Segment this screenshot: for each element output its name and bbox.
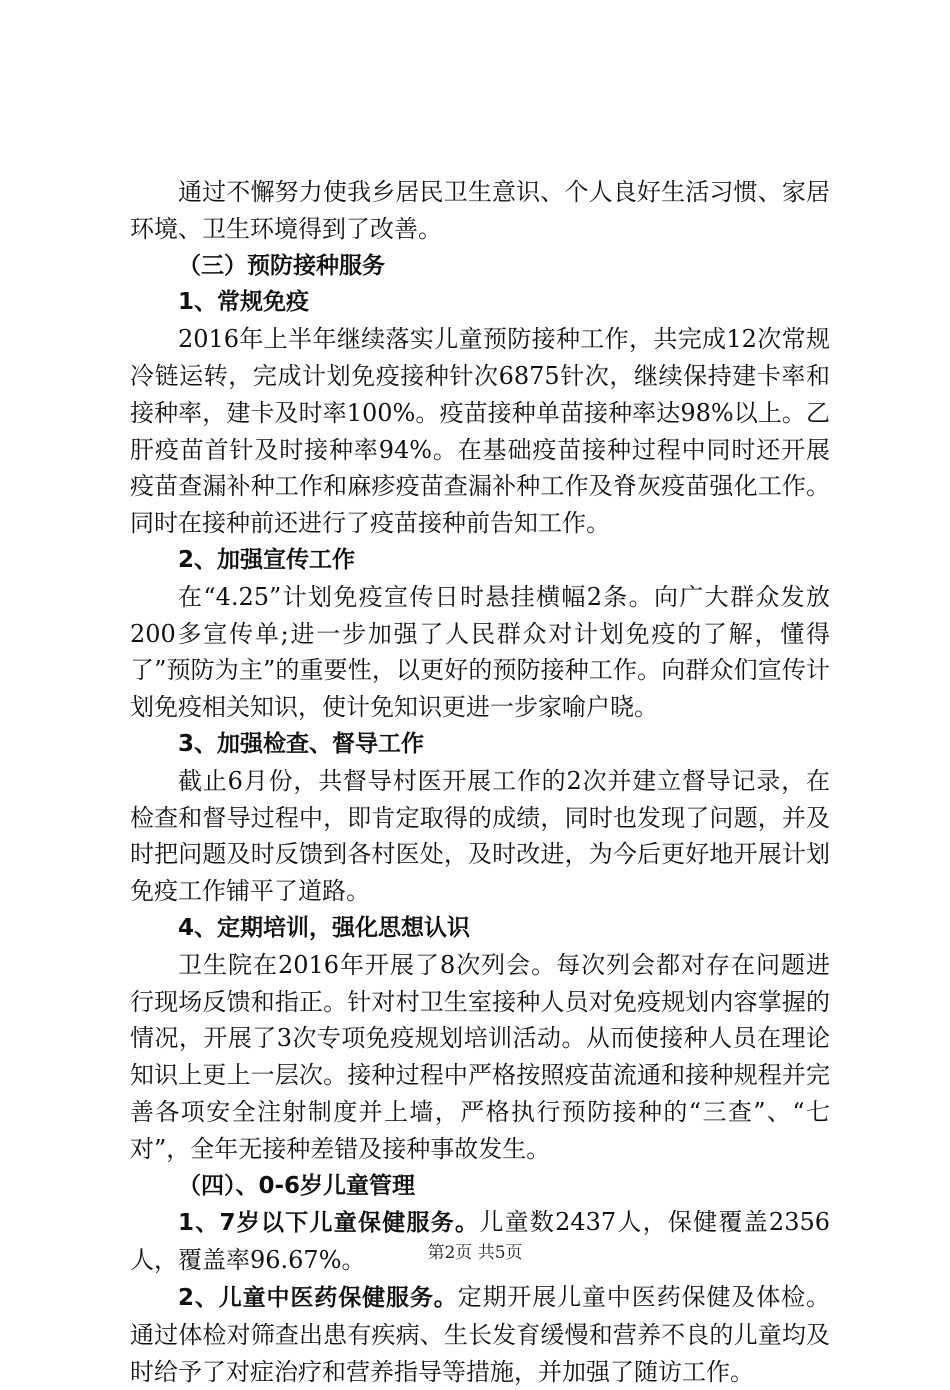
paragraph-text: 定期开展儿童中医药保健及体检。通过体检对筛查出患有疾病、生长发育缓慢和营养不良的儿童均及时给予了对症治疗和营养指导等措施，并加强了随访工作。: [130, 1282, 831, 1386]
paragraph-with-lead: [130, 1279, 830, 1390]
paragraph: 截止6月份，共督导村医开展工作的2次并建立督导记录，在检查和督导过程中，即肯定取得的成绩，同时也发现了问题，并及时把问题及时反馈到各村医处，及时改进，为今后更好地开展计划免疫工作铺平了道路。: [130, 766, 830, 906]
paragraph: 2016年上半年继续落实儿童预防接种工作，共完成12次常规冷链运转，完成计划免疫接种针次6875针次，继续保持建卡率和接种率，建卡及时率100%。疫苗接种单苗接种率达98%以上。乙肝疫苗首针及时接种率94%。在基础疫苗接种过程中同时还开展疫苗查漏补种工作和麻疹疫苗查漏补种工作及脊灰疫苗强化工作。同时在接种前还进行了疫苗接种前告知工作。: [130, 325, 830, 538]
subsection-heading: 2、加强宣传工作: [178, 546, 356, 573]
section-heading: （四）、0-6岁儿童管理: [178, 1172, 416, 1199]
subsection-heading: 3、加强检查、督导工作: [178, 730, 425, 757]
subsection-heading: 1、常规免疫: [178, 289, 310, 316]
paragraph: 卫生院在2016年开展了8次列会。每次列会都对存在问题进行现场反馈和指正。针对村卫生室接种人员对免疫规划内容掌握的情况，开展了3次专项免疫规划培训活动。从而使接种人员在理论知识上更上一层次。接种过程中严格按照疫苗流通和接种规程并完善各项安全注射制度并上墙，严格执行预防接种的“三查”、“七对”，全年无接种差错及接种事故发生。: [130, 950, 830, 1163]
page-footer: 第2页 共5页: [427, 1243, 523, 1263]
section-heading: （三）预防接种服务: [178, 252, 385, 279]
paragraph-lead: 1、7岁以下儿童保健服务。: [178, 1210, 480, 1237]
paragraph-text: 儿童数2437人，保健覆盖2356人，覆盖率96.67%。: [130, 1208, 831, 1275]
subsection-heading: 4、定期培训，强化思想认识: [178, 914, 471, 941]
paragraph: 通过不懈努力使我乡居民卫生意识、个人良好生活习惯、家居环境、卫生环境得到了改善。: [130, 178, 830, 243]
paragraph-lead: 2、儿童中医药保健服务。: [178, 1284, 458, 1311]
paragraph: 在“4.25”计划免疫宣传日时悬挂横幅2条。向广大群众发放200多宣传单;进一步加强了人民群众对计划免疫的了解，懂得了”预防为主”的重要性，以更好的预防接种工作。向群众们宣传计划免疫相关知识，使计免知识更进一步家喻户晓。: [130, 582, 830, 722]
document-body: [130, 174, 830, 1390]
